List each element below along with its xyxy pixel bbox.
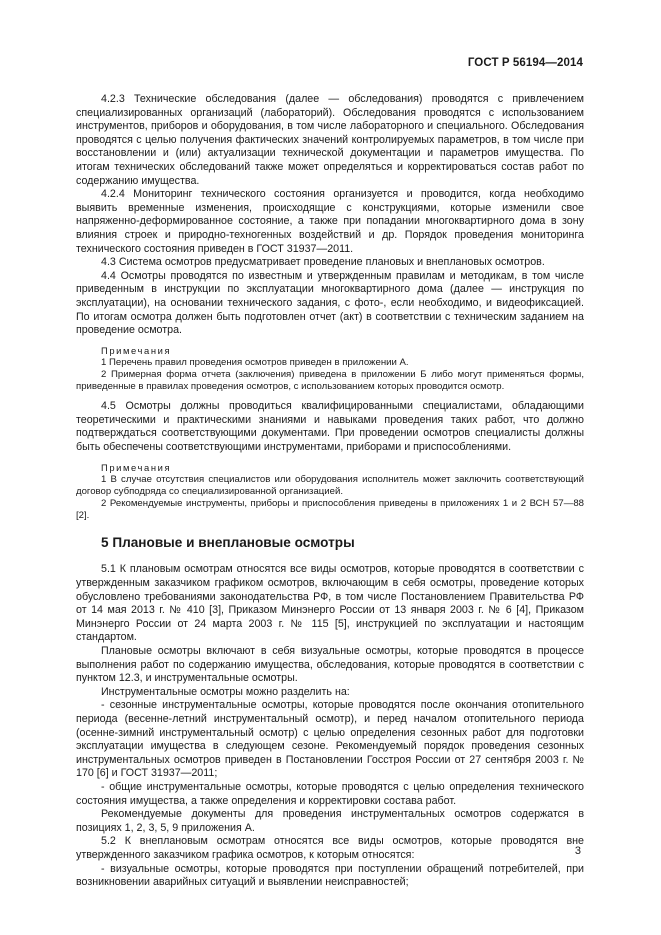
paragraph-documents: Рекомендуемые документы для проведения инструментальных осмотров содержатся в позициях 1, 2, 3, 5, 9 приложения А. <box>76 808 584 834</box>
paragraph-4-3: 4.3 Система осмотров предусматривает проведение плановых и внеплановых осмотров. <box>101 256 545 269</box>
list-item-general: - общие инструментальные осмотры, которые проводятся с целью определения технического состояния имущества, а также определения и корректировки состава работ. <box>76 780 584 807</box>
note-item: 2 Рекомендуемые инструменты, приборы и приспособления приведены в приложениях 1 и 2 ВСН 57—88 [2]. <box>76 498 584 522</box>
paragraph-planned: Плановые осмотры включают в себя визуальные осмотры, которые проводятся в процессе выполнения работ по содержанию имущества, обследования, которые проводятся в соответствии с пунктом 12.3, и инструментальные осмотры. <box>76 645 584 685</box>
list-item-visual: - визуальные осмотры, которые проводятся при поступлении обращений потребителей, при возникновении аварийных ситуаций и выявлении неисправностей; <box>76 862 584 889</box>
paragraph-5-1: 5.1 К плановым осмотрам относятся все виды осмотров, которые проводятся в соответствии с утвержденным заказчиком графиком осмотров, включающим в себя осмотры, проведение которых обусловлено требованиями законодательства РФ, в том числе Постановлением Правительства РФ от 14 мая 2013 г. № 410 [3], Приказом Минэнерго России от 13 января 2003 г. № 6 [4], Приказом Минэнерго России от 24 марта 2003 г. № 115 [5], инструкцией по эксплуатации и настоящим стандартом. <box>76 563 584 644</box>
paragraph-4-2-3: 4.2.3 Технические обследования (далее — обследования) проводятся с привлечением специализированных организаций (лабораторий). Обследования проводятся с использованием инструментов, приборов и оборудования, в том числе лабораторного и специального. Обследования проводятся с целью получения фактических значений контролируемых параметров, в том числе при восстановлении и (или) актуализации технической документации и параметров имущества. По итогам технических обследований также может определяться и корректироваться состав работ по содержанию имущества. <box>76 93 584 187</box>
notes-heading: Примечания <box>101 461 172 473</box>
section-title: 5 Плановые и внеплановые осмотры <box>101 535 355 551</box>
page-number: 3 <box>574 845 581 857</box>
list-item-seasonal: - сезонные инструментальные осмотры, которые проводятся после окончания отопительного периода (весенне-летний инструментальный осмотр), и перед началом отопительного периода (осенне-зимний инструментальный осмотр) с целью определения сезонных работ для подготовки эксплуатации имущества в следующем сезоне. Рекомендуемый порядок проведения сезонных инструментальных осмотров приведен в Постановлении Госстроя России от 27 сентября 2003 г. № 170 [6] и ГОСТ 31937—2011; <box>76 699 584 780</box>
document-body <box>76 93 584 890</box>
note-item: 1 Перечень правил проведения осмотров приведен в приложении А. <box>101 356 409 368</box>
note-item: 1 В случае отсутствия специалистов или оборудования исполнитель может заключить соответствующий договор субподряда со специализированной организацией. <box>76 473 584 497</box>
paragraph-5-2: 5.2 К внеплановым осмотрам относятся все виды осмотров, которые проводятся вне утвержденного заказчиком графика осмотров, к которым относятся: <box>76 835 584 861</box>
paragraph-4-4: 4.4 Осмотры проводятся по известным и утвержденным правилам и методикам, в том числе приведенным в инструкции по эксплуатации многоквартирного дома (далее — инструкция по эксплуатации), на основании технического задания, с фото-, если необходимо, и видеофиксацией. По итогам осмотра должен быть подготовлен отчет (акт) в соответствии с техническим заданием на проведение осмотра. <box>76 269 584 337</box>
paragraph-4-5: 4.5 Осмотры должны проводиться квалифицированными специалистами, обладающими теоретическими и практическими знаниями и навыками проведения таких работ, что должно подтверждаться соответствующими документами. При проведении осмотров специалисты должны быть обеспечены соответствующими инструментами, приборами и приспособлениями. <box>76 400 584 454</box>
paragraph-4-2-4: 4.2.4 Мониторинг технического состояния организуется и проводится, когда необходимо выявить временные изменения, происходящие с конструкциями, которые изменили свое напряженно-деформированное состояние, а также при попадании многоквартирного дома в зону влияния строек и природно-техногенных воздействий и др. Порядок проведения мониторинга технического состояния приведен в ГОСТ 31937—2011. <box>76 188 584 255</box>
page-header: ГОСТ Р 56194—2014 <box>467 57 583 69</box>
paragraph-instrumental: Инструментальные осмотры можно разделить на: <box>101 685 350 698</box>
note-item: 2 Примерная форма отчета (заключения) приведена в приложении Б либо могут применяться формы, приведенные в правилах проведения осмотров, с использованием которых проводится осмотр. <box>76 368 584 393</box>
notes-heading: Примечания <box>101 344 172 356</box>
